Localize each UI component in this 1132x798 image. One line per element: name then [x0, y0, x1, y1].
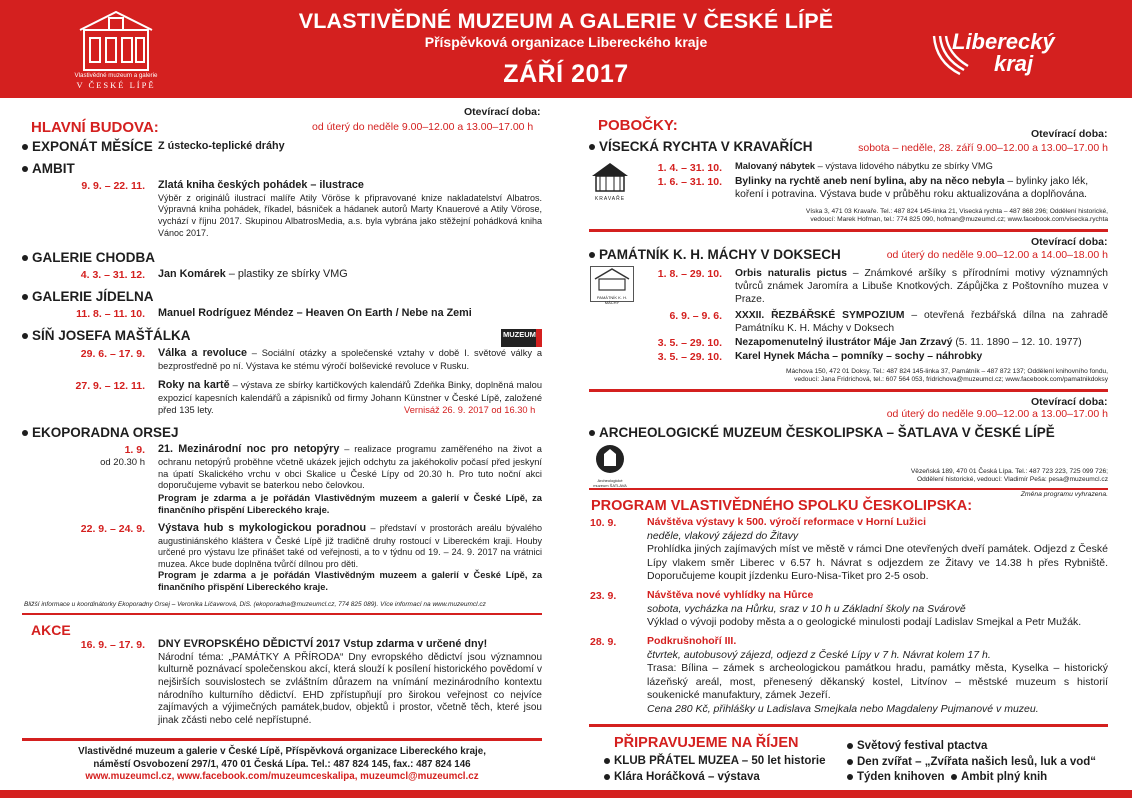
macha-hours: od úterý do neděle 9.00–12.00 a 14.00–18.00 h: [886, 249, 1108, 261]
rychta-hours: sobota – neděle, 28. září 9.00–12.00 a 13.00–17.00 h: [858, 142, 1108, 154]
october-item: Den zvířat – „Zvířata našich lesů, luk a vod“: [847, 755, 1096, 771]
divider: [22, 613, 542, 615]
logo-word-1: Liberecký: [952, 29, 1055, 54]
spolek-heading: PROGRAM VLASTIVĚDNÉHO SPOLKU ČESKOLIPSKA:: [591, 498, 973, 514]
spolek-e3-title: Podkrušnohoří III.: [647, 635, 737, 647]
bullet-icon: [589, 144, 595, 150]
macha-e2-title: XXXII. ŘEZBÁŘSKÉ SYMPOZIUM: [735, 310, 905, 321]
akce-heading: AKCE: [31, 622, 71, 638]
orsej-e1-note: Program je zdarma a je pořádán Vlastivědným muzeem a galerií v České Lípě, za finančního přispění Libereckého kraje.: [158, 492, 542, 516]
orsej-e1-time: od 20.30 h: [100, 457, 145, 468]
macha-e3: [735, 336, 1108, 349]
orsej-e1-date: 1. 9.: [124, 444, 145, 456]
orsej-e2: [158, 522, 542, 594]
rychta-logo: [590, 162, 630, 202]
bullet-icon: [22, 430, 28, 436]
rychta-section: [589, 138, 813, 155]
spolek-e3-text: Trasa: Bílina – zámek s archeologickou památkou hradu, památky města, Kyselka – historický lázeňský areál, most, přenesený děkanský kostel, Litvínov – městské muzeum s historií soukenické manufaktury, zámek Jezeří.: [647, 662, 1108, 702]
akce-date: 16. 9. – 17. 9.: [80, 639, 145, 651]
satlava-hours-label: Otevírací doba:: [1031, 396, 1108, 408]
orsej-section: [22, 424, 179, 441]
ambit-event: [158, 179, 542, 239]
macha-hours-label: Otevírací doba:: [1031, 236, 1108, 248]
spolek-e2-sub: sobota, vycházka na Hůrku, sraz v 10 h u Základní školy na Svárově: [647, 602, 966, 615]
divider: [589, 488, 1108, 490]
logo-small-text: Vlastivědné muzeum a galerie: [74, 72, 158, 79]
tower-icon: [590, 444, 630, 474]
mastalek-e2-title: Roky na kartě: [158, 379, 230, 391]
rychta-e2-title: Bylinky na rychtě aneb není bylina, aby na něco nebyla: [735, 176, 1005, 187]
orsej-name: EKOPORADNA ORSEJ: [32, 425, 179, 440]
october-item: Týden knihoven Ambit plný knih: [847, 770, 1096, 786]
chodba-text: – plastiky ze sbírky VMG: [225, 268, 348, 280]
chodba-event: [158, 268, 348, 282]
macha-e2: [735, 309, 1108, 335]
macha-e1-date: 1. 8. – 29. 10.: [657, 268, 722, 280]
main-hours-label: Otevírací doba:: [464, 106, 541, 118]
logo-word-2: kraj: [994, 51, 1034, 76]
divider: [589, 229, 1108, 232]
bullet-icon: [847, 743, 853, 749]
macha-e3-text: (5. 11. 1890 – 12. 10. 1977): [952, 337, 1082, 348]
satlava-logo: [590, 444, 630, 488]
page-subtitle: Příspěvková organizace Libereckého kraje: [424, 34, 708, 50]
ambit-desc: Výběr z originálů ilustrací malíře Atily Vöröse k připravované knize nakladatelství Albatros. Výpravná kniha pohádek, říkadel, básniček a hádanek autorů Marty Knauerové a Atily Vörose, vychází v říjnu 2017. Skupinou AlbatrosMedia, a.s. byla vybrána jako stěžejní pohádková kniha Vánoc 2017.: [158, 192, 542, 238]
bullet-icon: [604, 758, 610, 764]
satlava-logo-text: Archeologické muzeum ŠATLAVA: [593, 477, 627, 488]
akce-text: Národní téma: „PAMÁTKY A PŘÍRODA“ Dny evropského dědictví jsou významnou kulturně poznávací společenskou akcí, která slouží k posílení historického povědomí v nejširších souvislostech se zvláštním důrazem na vnímání mezinárodního kontextu národního kulturního dědictví. EHD zpřístupňují pro širokou veřejnost co nejvíce zajímavých a výjimečných památek,budov, objektů i prostor, včetně těch, které jsou jinak zčásti nebo celé nepřístupné.: [158, 651, 542, 727]
macha-e4-title: Karel Hynek Mácha – pomníky – sochy – náhrobky: [735, 351, 983, 362]
bullet-icon: [22, 144, 28, 150]
spolek-e2-text: Výklad o vývoji podoby města a o geologické minulosti podají Ladislav Smejkal a Petr Mužák.: [647, 616, 1082, 629]
akce-event: [158, 638, 542, 728]
satlava-contact-2: Oddělení historické, vedoucí: Vladimír Peša: pesa@muzeumcl.cz: [916, 476, 1108, 484]
logo-big-text: V ČESKÉ LÍPĚ: [76, 80, 156, 90]
vernisaz-note: Vernisáž 26. 9. 2017 od 16.30 h: [404, 405, 536, 415]
macha-contact-2: vedoucí: Jana Fridrichová, tel.: 607 564 053, fridrichova@muzeumcl.cz; www.facebook.com/pamatnikdoksy: [794, 376, 1108, 384]
satlava-hours: od úterý do neděle 9.00–12.00 a 13.00–17.00 h: [886, 408, 1108, 420]
muzeum-logo: [501, 329, 542, 347]
mastalek-e1: [158, 347, 542, 373]
rychta-contact-2: vedoucí: Marek Hofman, tel.: 774 825 090, hofman@muzeumcl.cz; www.facebook.com/visecka.rychta: [810, 216, 1108, 224]
october-list-right: [847, 739, 1096, 786]
branches-heading: POBOČKY:: [598, 117, 678, 134]
ambit-title: Zlatá kniha českých pohádek – ilustrace: [158, 179, 364, 191]
ambit-date: 9. 9. – 22. 11.: [81, 180, 145, 192]
bullet-icon: [847, 759, 853, 765]
mastalek-e1-date: 29. 6. – 17. 9.: [80, 348, 145, 360]
spolek-e1: [647, 516, 1108, 584]
macha-e4-date: 3. 5. – 29. 10.: [657, 351, 722, 363]
spolek-e2: [647, 589, 1108, 630]
divider: [589, 389, 1108, 392]
bullet-icon: [847, 774, 853, 780]
spolek-e1-sub: neděle, vlakový zájezd do Žitavy: [647, 529, 799, 542]
liberecky-kraj-logo: [930, 28, 1060, 78]
satlava-section: [589, 424, 1055, 441]
divider: [22, 738, 542, 741]
orsej-e2-text: – představí v prostorách areálu bývalého augustiniánského kláštera v České Lípě již tradičně druhy rostoucí v Libereckém kraji. Houby určené pro výstavu lze přinášet také od veřejnosti, a to v týdnu od 19. – 24. 9. 2017 na vrátnici muzea. Akce bude doplněna tvůrčí dílnou pro děti.: [158, 523, 543, 569]
spolek-e3-date: 28. 9.: [590, 636, 617, 648]
macha-name: PAMÁTNÍK K. H. MÁCHY V DOKSECH: [599, 247, 841, 262]
orsej-e2-note: Program je zdarma a je pořádán Vlastivědným muzeem a galerií v České Lípě, za finančního přispění Libereckého kraje.: [158, 569, 542, 592]
rychta-name: VÍSECKÁ RYCHTA V KRAVAŘÍCH: [599, 139, 813, 154]
mastalek-name: SÍŇ JOSEFA MAŠŤÁLKA: [32, 328, 191, 343]
house-icon: [590, 162, 630, 192]
satlava-contact-1: Vězeňská 189, 470 01 Česká Lípa. Tel.: 487 723 223, 725 099 726;: [910, 468, 1108, 475]
bullet-icon: [22, 333, 28, 339]
ambit-name: AMBIT: [32, 161, 75, 176]
spolek-e1-text: Prohlídka jiných zajímavých míst ve městě v rámci Dne otevřených dveří památek. Odjezd z České Lípy vlakem směr Liberec v 6.57 h. Návrat s odjezdem ze Žitavy ve 14.38 h přes Rybniště. Doporučujeme koupit jízdenku Euro-Nisa-Tiket pro 2-5 osob.: [647, 543, 1108, 583]
footer-line-2: náměstí Osvobození 297/1, 470 01 Česká Lípa. Tel.: 487 824 145, fax.: 487 824 146: [93, 758, 471, 770]
bullet-icon: [589, 430, 595, 436]
satlava-name: ARCHEOLOGICKÉ MUZEUM ČESKOLIPSKA – ŠATLAVA V ČESKÉ LÍPĚ: [599, 425, 1055, 440]
mastalek-e2-date: 27. 9. – 12. 11.: [75, 380, 145, 392]
akce-title-suffix: Vstup zdarma v určené dny!: [340, 638, 488, 650]
macha-e3-date: 3. 5. – 29. 10.: [657, 337, 722, 349]
rychta-logo-text: KRAVAŘE: [594, 195, 626, 202]
spolek-e2-date: 23. 9.: [590, 590, 617, 602]
october-heading: PŘIPRAVUJEME NA ŘÍJEN: [614, 735, 799, 751]
main-hours: od úterý do neděle 9.00–12.00 a 13.00–17.00 h: [312, 121, 534, 133]
footer-links[interactable]: www.muzeumcl.cz, www.facebook.com/muzeumceskalipa, muzeumcl@muzeumcl.cz: [85, 771, 479, 783]
jidelna-section: [22, 288, 154, 305]
chodba-section: [22, 249, 155, 266]
orsej-e2-date: 22. 9. – 24. 9.: [80, 523, 145, 535]
main-footer: [22, 746, 542, 784]
mastalek-e1-title: Válka a revoluce: [158, 347, 248, 359]
rychta-e1-date: 1. 4. – 31. 10.: [657, 162, 722, 174]
mastalek-e2-text: – výstava ze sbírky kartičkových kalendářů Zdeňka Binky, doplněná malou expozicí kapesních kalendářů a zápisníků od firmy Johann Künstner v České Lípě, založené před 135 lety.: [158, 380, 543, 415]
header-banner: [0, 0, 1132, 98]
spolek-e1-date: 10. 9.: [590, 517, 617, 529]
rychta-e2-date: 1. 6. – 31. 10.: [657, 176, 722, 188]
bullet-icon: [951, 774, 957, 780]
october-list-left: [604, 754, 826, 785]
chodba-title: Jan Komárek: [158, 268, 226, 280]
macha-e2-text: – otevřená řezbářská dílna na zahradě Památníku K. H. Máchy v Doksech: [735, 310, 1108, 335]
jidelna-name: GALERIE JÍDELNA: [32, 289, 154, 304]
macha-contact: [700, 368, 1108, 384]
footer-line-1: Vlastivědné muzeum a galerie v České Lípě, Příspěvková organizace Libereckého kraje,: [78, 746, 486, 757]
bullet-icon: [22, 255, 28, 261]
muzeum-logo-text: MUZEUM: [503, 330, 536, 339]
bullet-icon: [604, 774, 610, 780]
rychta-hours-label: Otevírací doba:: [1031, 128, 1108, 140]
bullet-icon: [589, 252, 595, 258]
exponat-text: Z ústecko-teplické dráhy: [158, 140, 285, 152]
jidelna-title: Manuel Rodríguez Méndez – Heaven On Earth / Nebe na Zemi: [158, 307, 472, 319]
macha-e1-text: – Známkové aršíky s přírodními motivy významných tvůrců známek Jaromíra a Libuše Knotkových. Zápůjčka z Poštovního muzea v Praze.: [735, 268, 1109, 306]
spolek-e1-title: Návštěva výstavy k 500. výročí reformace v Horní Lužici: [647, 516, 926, 528]
rychta-e1-title: Malovaný nábytek: [735, 161, 816, 171]
orsej-info: Bližší informace u koordinátorky Ekoporadny Orsej – Veronika Ličaverová, DiS. (ekoporadna@muzeumcl.cz, 774 825 089). Více informací na www.muzeumcl.cz: [24, 601, 486, 608]
macha-e1-title: Orbis naturalis pictus: [735, 268, 847, 279]
spolek-e3: [647, 635, 1108, 716]
chodba-name: GALERIE CHODBA: [32, 250, 156, 265]
macha-contact-1: Máchova 150, 472 01 Doksy. Tel.: 487 824 145-linka 37, Památník – 487 872 137; Oddělení knihovního fondu,: [786, 368, 1108, 375]
rychta-contact-1: Víska 3, 471 03 Kravaře. Tel.: 487 824 145-linka 21, Visecká rychta – 487 868 296; Oddělení historické,: [805, 208, 1108, 215]
macha-e2-date: 6. 9. – 9. 6.: [669, 310, 722, 322]
footer-bar: [0, 790, 1132, 798]
jidelna-date: 11. 8. – 11. 10.: [76, 308, 145, 320]
house-icon: [591, 267, 633, 291]
main-heading: HLAVNÍ BUDOVA:: [31, 119, 159, 136]
rychta-e2: [735, 175, 1108, 201]
orsej-e2-title: Výstava hub s mykologickou poradnou: [158, 522, 367, 534]
month-title: ZÁŘÍ 2017: [503, 60, 629, 88]
macha-e3-title: Nezapomenutelný ilustrátor Máje Jan Zrzavý: [735, 337, 953, 348]
satlava-contact: [700, 468, 1108, 484]
bullet-icon: [22, 166, 28, 172]
bullet-icon: [22, 294, 28, 300]
chodba-date: 4. 3. – 31. 12.: [80, 269, 145, 281]
page-title: VLASTIVĚDNÉ MUZEUM A GALERIE V ČESKÉ LÍPĚ: [298, 9, 834, 33]
rychta-e1-text: – výstava lidového nábytku ze sbírky VMG: [815, 161, 993, 171]
spolek-e3-price: Cena 280 Kč, přihlášky u Ladislava Smejkala nebo Magdaleny Pujmanové v muzeu.: [647, 702, 1039, 715]
divider: [589, 724, 1108, 727]
mastalek-e1-text: – Sociální otázky a společenské vztahy v době I. světové války a bezprostředně po ní. Výstava ke stému výročí bolševické revoluce v Rusku.: [158, 348, 542, 371]
macha-logo-text: PAMÁTNÍK K. H. MÁCHY: [596, 294, 628, 305]
october-item: KLUB PŘÁTEL MUZEA – 50 let historie: [604, 754, 826, 770]
exponat-name: EXPONÁT MĚSÍCE: [32, 139, 153, 154]
mastalek-section: [22, 327, 191, 344]
rychta-e2-text: – bylinky jako lék, koření i potravina. Výstava bude v průběhu roku aktualizována a doplňována.: [735, 176, 1089, 201]
macha-logo: [590, 266, 634, 305]
rychta-contact: [700, 208, 1108, 224]
rychta-e1: [735, 161, 1108, 173]
change-note: Změna programu vyhrazena.: [1020, 491, 1108, 498]
akce-title: DNY EVROPSKÉHO DĚDICTVÍ 2017: [158, 638, 341, 650]
orsej-e1-text: – realizace programu zaměřeného na život a ochranu netopýrů proběhne včetně ukázek jejich odchytu za jakéhokoliv počasí před jeskyní na úpatí Skalického vrchu v obci Skalice u České Lípy od 20.30 h. Pro tuto noční akci doporučujeme vybavit se baterkou nebo čelovkou.: [158, 444, 542, 491]
october-item: Klára Horáčková – výstava: [604, 770, 826, 786]
orsej-e1: [158, 443, 542, 516]
spolek-e2-title: Návštěva nové vyhlídky na Hůrce: [647, 589, 814, 601]
macha-e1: [735, 267, 1108, 306]
october-item: Světový festival ptactva: [847, 739, 1096, 755]
spolek-e3-sub: čtvrtek, autobusový zájezd, odjezd z České Lípy v 7 h. Návrat kolem 17 h.: [647, 648, 991, 661]
orsej-e1-title: 21. Mezinárodní noc pro netopýry: [158, 443, 340, 455]
ambit-section: [22, 160, 75, 177]
exponat-section: [22, 138, 153, 155]
